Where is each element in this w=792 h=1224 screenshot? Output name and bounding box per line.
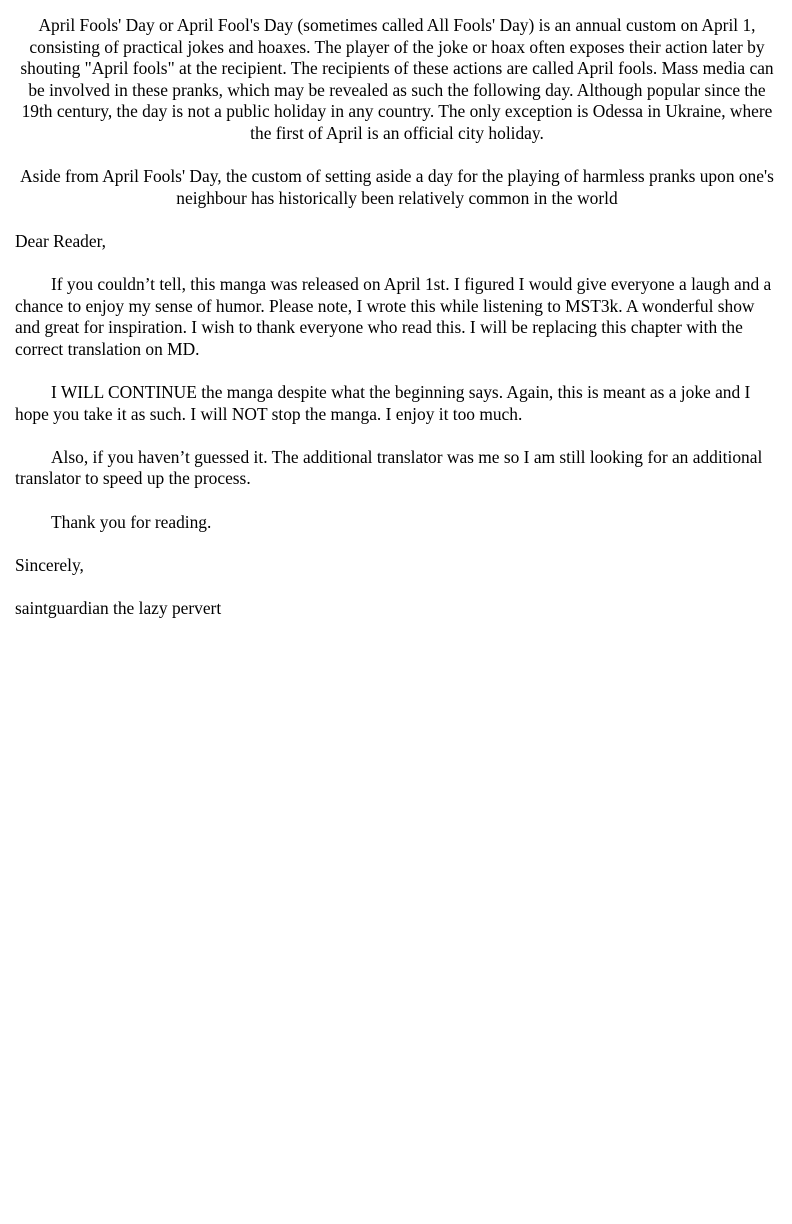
letter-closing: Sincerely, [15,554,84,575]
intro-paragraph: April Fools' Day or April Fool's Day (sometimes called All Fools' Day) is an annual custom on April 1, consisting of practical jokes and hoaxes. The player of the joke or hoax often exposes their action later by shouting "April fools" at the recipient. The recipients of these actions are called April fools. Mass media can be involved in these pranks, which may be revealed as such the following day. Although popular since the 19th century, the day is not a public holiday in any country. The only exception is Odessa in Ukraine, where the first of April is an official city holiday. [20,15,774,143]
document-page [15,15,779,641]
letter-section [15,231,779,620]
letter-salutation: Dear Reader, [15,230,107,251]
letter-paragraph: I WILL CONTINUE the manga despite what the beginning says. Again, this is meant as a joke and I hope you take it as such. I will NOT stop the manga. I enjoy it too much. [15,382,751,424]
letter-paragraph: Also, if you haven’t guessed it. The additional translator was me so I am still looking for an additional translator to speed up the process. [15,446,763,489]
letter-paragraph: Thank you for reading. [51,511,212,532]
intro-section [15,15,779,209]
letter-paragraph: If you couldn’t tell, this manga was released on April 1st. I figured I would give everyone a laugh and a chance to enjoy my sense of humor. Please note, I wrote this while listening to MST3k. A wonderful show and great for inspiration. I wish to thank everyone who read this. I will be replacing this chapter with the correct translation on MD. [15,274,772,359]
letter-signature: saintguardian the lazy pervert [15,598,222,619]
intro-paragraph: Aside from April Fools' Day, the custom of setting aside a day for the playing of harmless pranks upon one's neighbour has historically been relatively common in the world [20,166,774,208]
